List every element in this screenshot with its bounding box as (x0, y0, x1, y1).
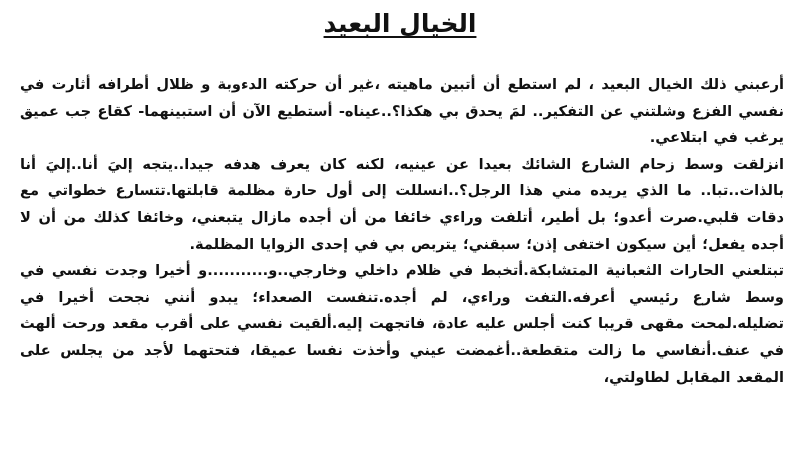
story-body (20, 72, 784, 391)
paragraph-3: تبتلعني الحارات الثعبانية المتشابكة.أتخبط في ظلام داخلي وخارجي..و...........و أخيرا وجدت نفسي في وسط شارع رئيسي أعرفه.التفت وراءي، لم أجده.تنفست الصعداء؛ يبدو أنني نجحت أخيرا في تضليله.لمحت مقهى قريبا كنت أجلس عليه عادة، فاتجهت إليه.ألقيت نفسي على أقرب مقعد ورحت ألهث في عنف.أنفاسي ما زالت متقطعة..أغمضت عيني وأخذت نفسا عميقا، فتحتهما لأجد من يجلس على المقعد المقابل لطاولتي، (20, 262, 784, 386)
paragraph-2: انزلقت وسط زحام الشارع الشائك بعيدا عن عينيه، لكنه كان يعرف هدفه جيدا..يتجه إليَ أنا..إليَ أنا بالذات..تبا.. ما الذي يريده مني هذا الرجل؟..انسللت إلى أول حارة مظلمة قابلتها.تتسارع خطواتي مع دقات قلبي.صرت أعدو؛ بل أطير، أتلفت وراءي خائفا من أن أجده مازال يتبعني، وخائفا كذلك من أن لا أجده يفعل؛ أين سيكون اختفى إذن؛ سبقني؛ يتربص بي في إحدى الزوايا المظلمة. (20, 155, 784, 253)
paragraph-1: أرعبني ذلك الخيال البعيد ، لم استطع أن أتبين ماهيته ،غير أن حركته الدءوبة و ظلال أطرافه أثارت في نفسي الفزع وشلتني عن التفكير.. لمَ يحدق بي هكذا؟..عيناه- أستطيع الآن أن استبينهما- كقاع جب عميق يرغب في ابتلاعي. (20, 76, 784, 147)
story-title: الخيال البعيد (323, 9, 477, 38)
